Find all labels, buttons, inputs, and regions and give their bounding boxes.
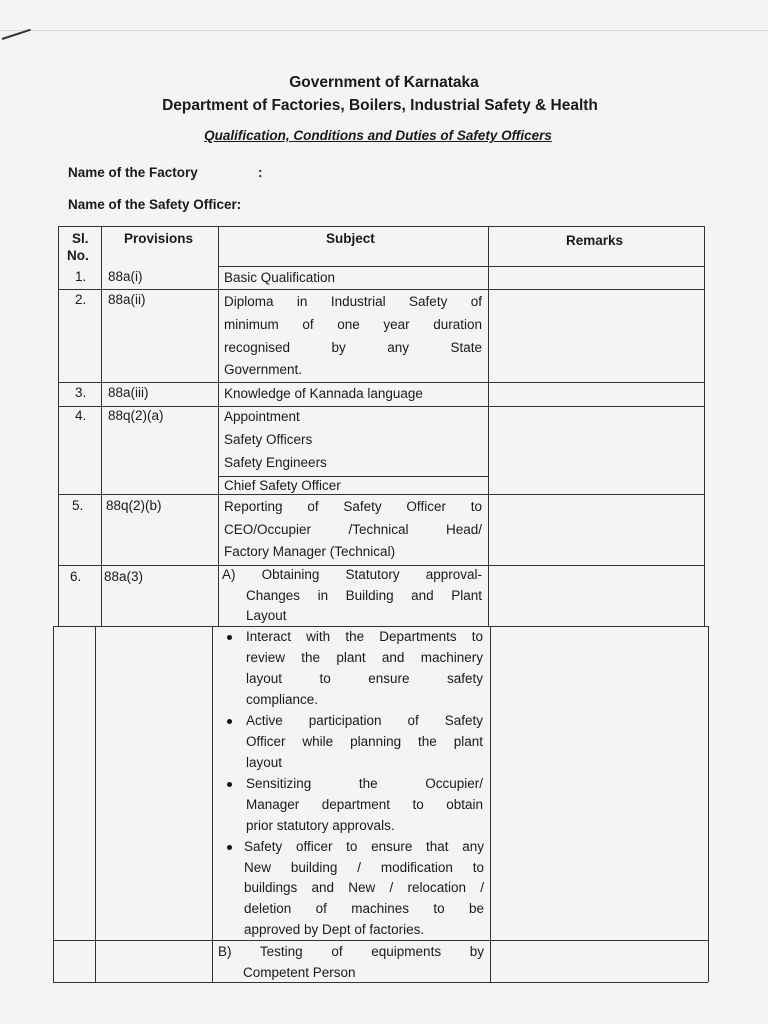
row5-subject-line2: CEO/Occupier /Technical Head/ [224, 522, 482, 537]
bullet4-line3: buildings and New / relocation / [244, 880, 484, 895]
row2-subject-line2: minimum of one year duration [224, 317, 482, 332]
col-divider-provisions [218, 226, 219, 626]
row-divider [58, 289, 704, 290]
table-border-right [704, 226, 705, 626]
row5-subject-line1: Reporting of Safety Officer to [224, 499, 482, 514]
bullet-dot [227, 782, 232, 787]
factory-name-label: Name of the Factory [68, 165, 198, 180]
table-bottom-border [53, 982, 708, 983]
row2-subject-line4: Government. [224, 362, 303, 377]
bullet1-line3: layout to ensure safety [246, 671, 483, 686]
bullet2-line3: layout [246, 755, 283, 770]
row4-subject-line3: Safety Engineers [224, 455, 327, 470]
bullet4-line4: deletion of machines to be [244, 901, 484, 916]
row4-provision: 88q(2)(a) [108, 408, 164, 423]
row5-sl: 5. [72, 498, 84, 513]
bullet4-line1: Safety officer to ensure that any [244, 839, 484, 854]
bullet2-line1: Active participation of Safety [246, 713, 483, 728]
row3-provision: 88a(iii) [108, 385, 149, 400]
row5-provision: 88q(2)(b) [106, 498, 162, 513]
row6-subject-line2: Changes in Building and Plant [246, 588, 482, 603]
row4-subject-line2: Safety Officers [224, 432, 313, 447]
bullet-dot [227, 845, 232, 850]
table-border-left [58, 226, 59, 626]
row4-sl: 4. [75, 408, 87, 423]
row3-subject: Knowledge of Kannada language [224, 386, 423, 401]
header-remarks: Remarks [566, 233, 624, 248]
bullet-dot [227, 719, 232, 724]
row5-subject-line3: Factory Manager (Technical) [224, 544, 396, 559]
row4-subject-line1: Appointment [224, 409, 300, 424]
table-border-left [53, 626, 54, 982]
row3-sl: 3. [75, 385, 87, 400]
header-subject: Subject [326, 231, 375, 246]
row6-subject-line1: A) Obtaining Statutory approval- [222, 567, 482, 582]
bullet4-line2: New building / modification to [244, 860, 484, 875]
govt-title: Government of Karnataka [289, 74, 479, 91]
row2-sl: 2. [75, 292, 87, 307]
col-divider-subject [490, 626, 491, 982]
document-subtitle: Qualification, Conditions and Duties of Safety Officers [204, 128, 552, 143]
bullet2-line2: Officer while planning the plant [246, 734, 483, 749]
row2-subject-line1: Diploma in Industrial Safety of [224, 294, 482, 309]
bullet3-line2: Manager department to obtain [246, 797, 483, 812]
bullet4-line5: approved by Dept of factories. [244, 922, 425, 937]
col-divider-provisions [212, 626, 213, 982]
header-no: No. [67, 248, 89, 263]
bullet-dot [227, 635, 232, 640]
row6-provision: 88a(3) [104, 569, 144, 584]
rowB-subject-line1: B) Testing of equipments by [218, 944, 484, 959]
row6-sl: 6. [70, 569, 82, 584]
row1-sl: 1. [75, 269, 87, 284]
header-provisions: Provisions [124, 231, 194, 246]
department-title: Department of Factories, Boilers, Industrial Safety & Health [162, 97, 598, 114]
row6-subject-line3: Layout [246, 608, 287, 623]
factory-name-colon: : [258, 165, 263, 180]
col-divider-subject [488, 226, 489, 626]
rowB-subject-line2: Competent Person [243, 965, 356, 980]
row2-provision: 88a(ii) [108, 292, 146, 307]
table-border-right [708, 626, 709, 982]
col-divider-sl [101, 226, 102, 626]
bullet1-line1: Interact with the Departments to [246, 629, 483, 644]
table-top-border [58, 226, 704, 227]
bullet3-line3: prior statutory approvals. [246, 818, 395, 833]
col-divider-sl [95, 626, 96, 982]
row2-subject-line3: recognised by any State [224, 340, 482, 355]
bullet1-line4: compliance. [246, 692, 319, 707]
header-sl: Sl. [72, 231, 89, 246]
row1-provision: 88a(i) [108, 269, 143, 284]
bullet1-line2: review the plant and machinery [246, 650, 483, 665]
bullet3-line1: Sensitizing the Occupier/ [246, 776, 483, 791]
row4-subject-line4: Chief Safety Officer [224, 478, 341, 493]
officer-name-label: Name of the Safety Officer: [68, 197, 242, 212]
row1-subject: Basic Qualification [224, 270, 336, 285]
